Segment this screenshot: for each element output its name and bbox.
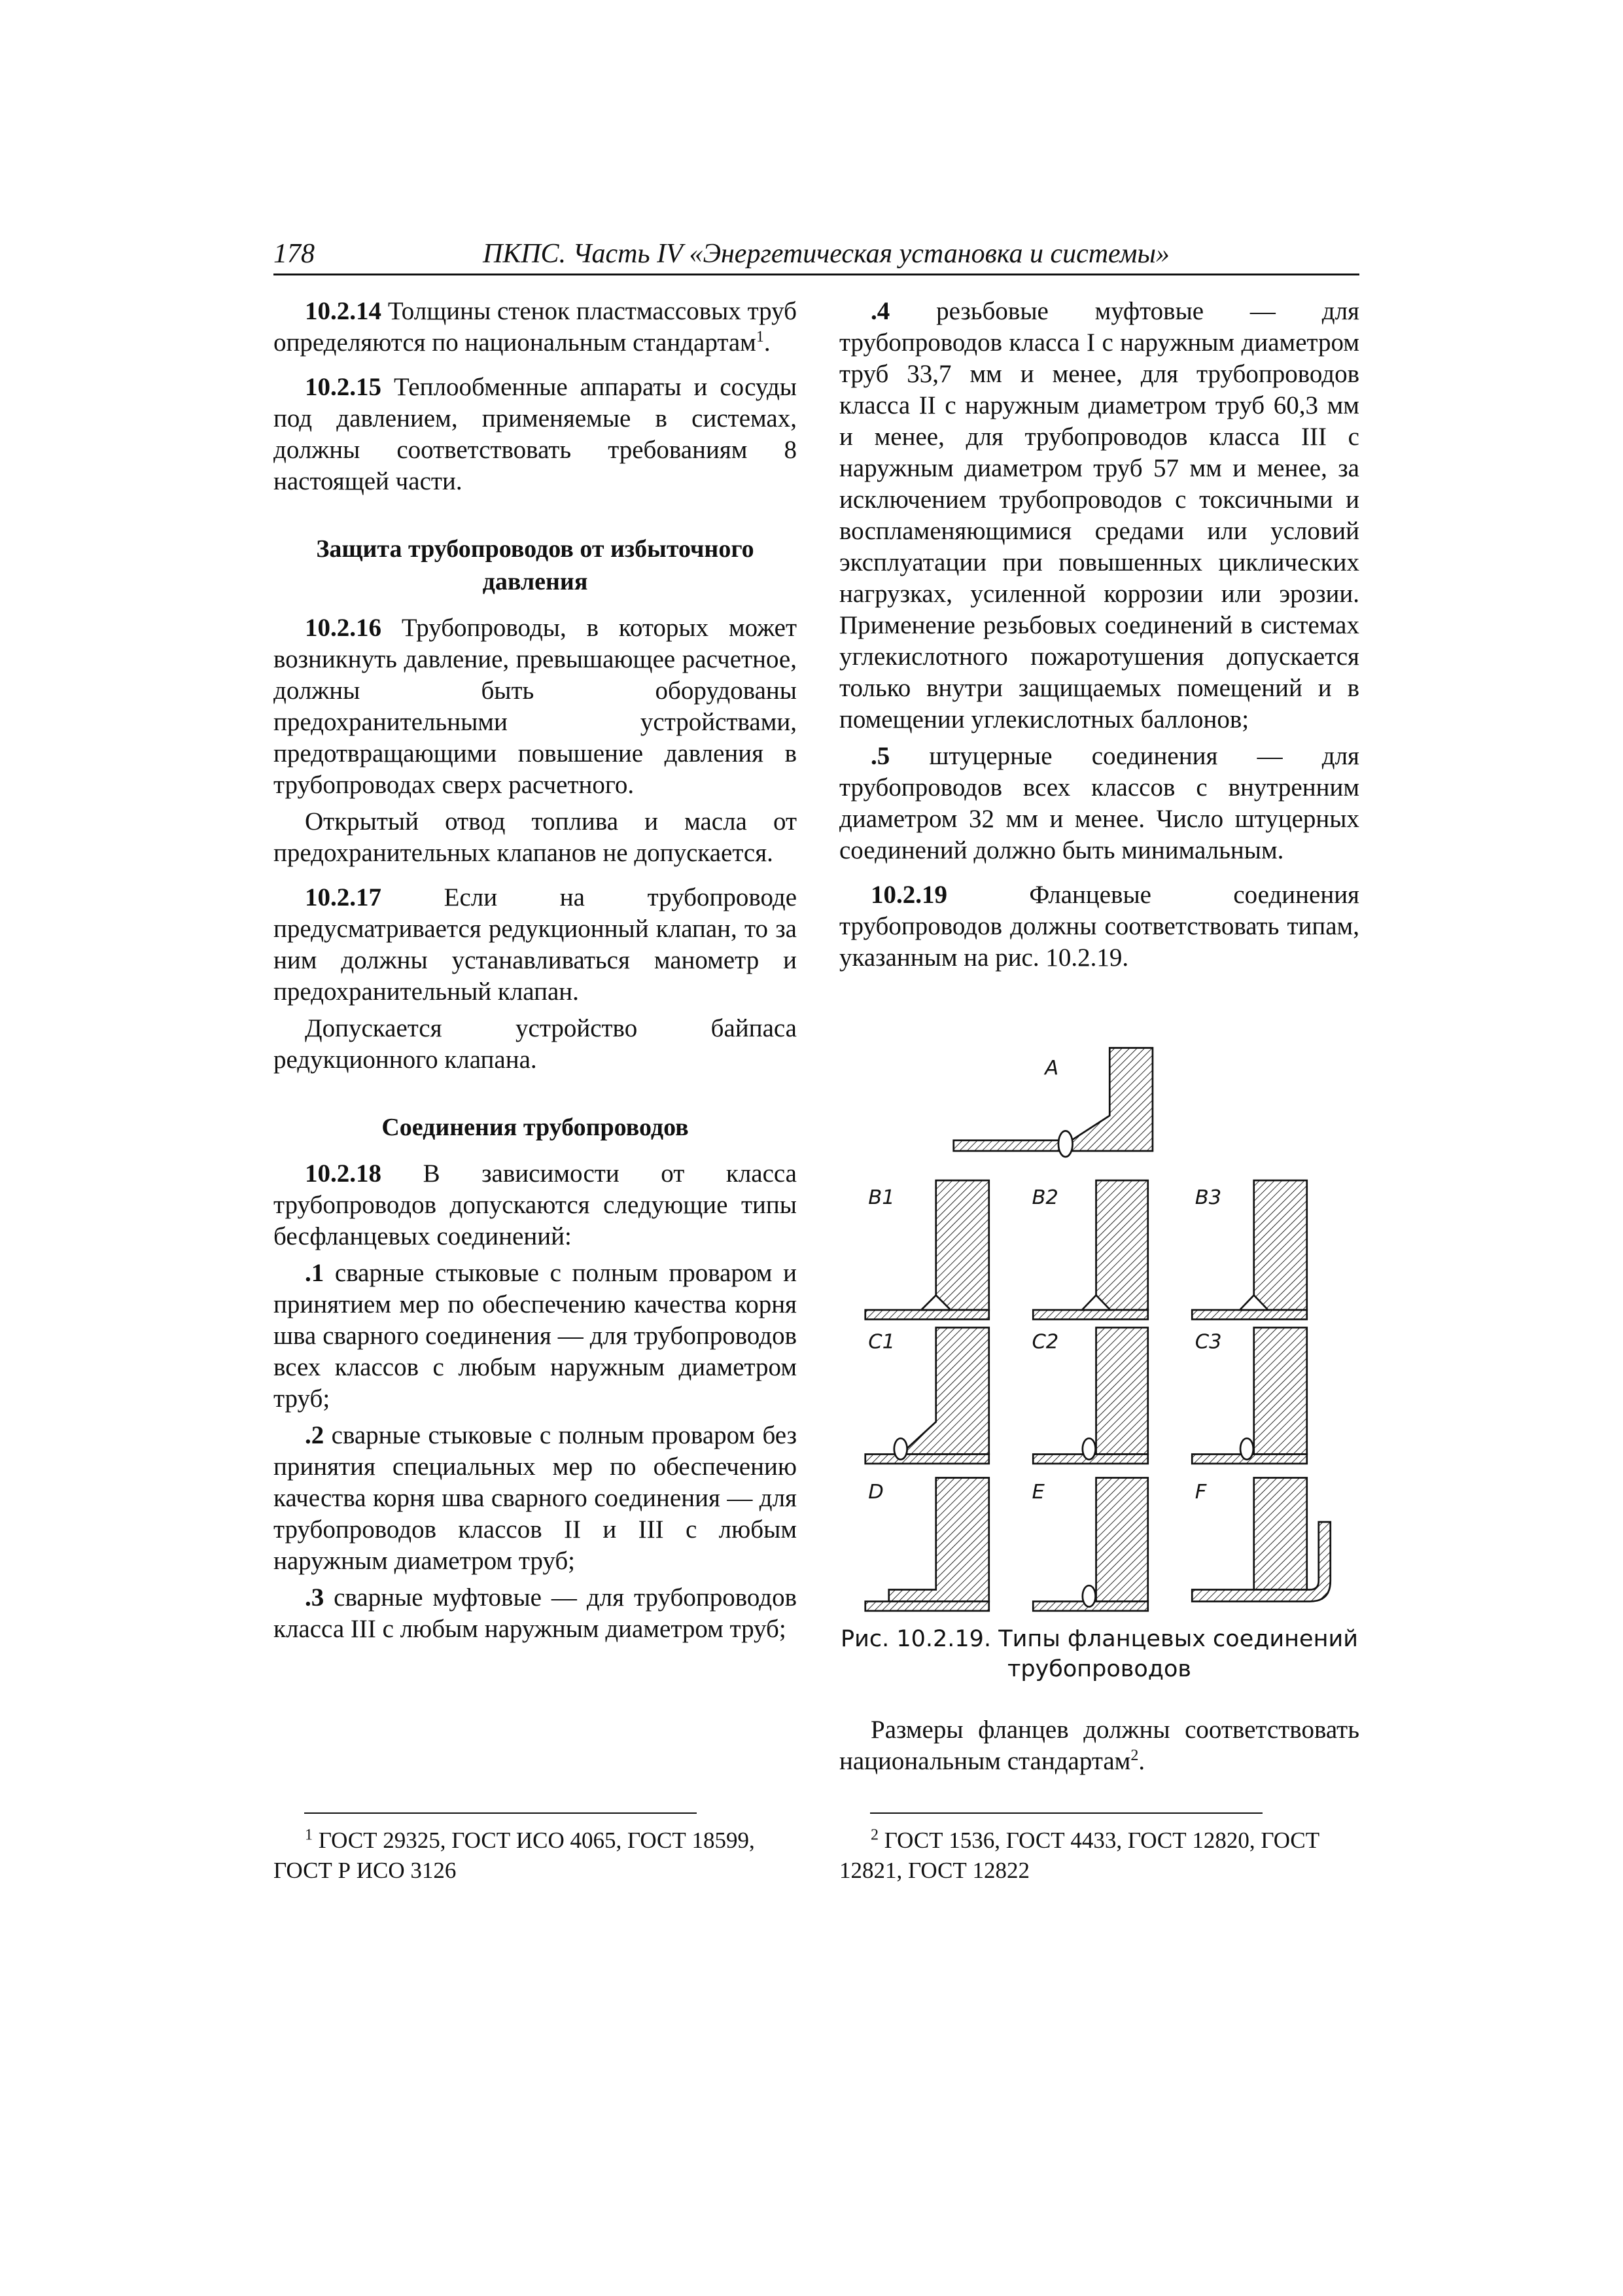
footnote-ref-2: 2: [1130, 1747, 1139, 1764]
label-e: E: [1032, 1481, 1045, 1504]
left-column: [273, 296, 797, 1650]
flange-diagram-d: [865, 1478, 989, 1611]
label-b3: B3: [1195, 1186, 1222, 1209]
label-b2: B2: [1032, 1186, 1058, 1209]
label-a: A: [1045, 1057, 1059, 1080]
para-10-2-15: 10.2.15 Теплообменные аппараты и сосуды под давлением, применяемые в системах, должны соответствовать требованиям 8 настоящей части.: [273, 373, 797, 495]
para-10-2-16: 10.2.16 Трубопроводы, в которых может возникнуть давление, превышающее расчетное, должны быть оборудованы предохранительными устройствами, предотвращающими повышение давления в трубопроводах сверх расчетного.: [273, 614, 797, 799]
flange-diagram-b1: [865, 1180, 989, 1319]
flange-diagram-e: [1032, 1478, 1147, 1611]
label-c3: C3: [1195, 1330, 1222, 1354]
footnote-ref-1: 1: [756, 328, 764, 345]
flange-diagram-b3: [1192, 1180, 1307, 1319]
label-b1: B1: [868, 1186, 895, 1209]
footnote-rule-left: [304, 1812, 697, 1814]
flange-diagram-c2: [1032, 1328, 1147, 1464]
list-item-4: .4 резьбовые муфтовые — для трубопроводов класса I с наружным диаметром труб 33,7 мм и менее, для трубопроводов класса II с наружным диаметром труб 60,3 мм и менее, для трубопроводов класса III с наружным диаметром труб 57 мм и менее, за исключением трубопроводов с токсичными и воспламеняющимися средами или условий эксплуатации при повышенных циклических нагрузках, усиленной коррозии или эрозии. Применение резьбовых соединений в системах углекислотного пожаротушения допускается только внутри защищаемых помещений и в помещении углекислотных баллонов;: [839, 297, 1359, 733]
para-10-2-17: 10.2.17 Если на трубопроводе предусматривается редукционный клапан, то за ним должны устанавливаться манометр и предохранительный клапан.: [273, 883, 797, 1006]
list-item-3: .3 сварные муфтовые — для трубопроводов класса III с любым наружным диаметром труб;: [273, 1583, 797, 1643]
list-item-5: .5 штуцерные соединения — для трубопроводов всех классов с внутренним диаметром 32 мм и менее. Число штуцерных соединений должно быть минимальным.: [839, 742, 1359, 864]
label-c2: C2: [1032, 1330, 1059, 1354]
section-heading-overpressure: Защита трубопроводов от избыточного давления: [316, 535, 754, 595]
footnote-rule-right: [870, 1812, 1263, 1814]
sizes-paragraph-wrap: [839, 1714, 1359, 1790]
right-column: [839, 296, 1359, 987]
running-header: [273, 236, 1359, 275]
para-flange-sizes: Размеры фланцев должны соответствовать национальным стандартам$^2$.: [839, 1716, 1359, 1775]
list-item-1: .1 сварные стыковые с полным проваром и принятием мер по обеспечению качества корня шва сварного соединения — для трубопроводов всех классов с любым наружным диаметром труб;: [273, 1259, 797, 1413]
page-number: 178: [273, 239, 315, 269]
footnote-1: $^1$ ГОСТ 29325, ГОСТ ИСО 4065, ГОСТ 18599, ГОСТ Р ИСО 3126: [273, 1826, 755, 1883]
label-c1: C1: [868, 1330, 896, 1354]
para-10-2-16-b: Открытый отвод топлива и масла от предохранительных клапанов не допускается.: [273, 807, 797, 867]
footnote-2: $^2$ ГОСТ 1536, ГОСТ 4433, ГОСТ 12820, ГОСТ 12821, ГОСТ 12822: [839, 1826, 1320, 1883]
label-d: D: [868, 1481, 884, 1504]
section-heading-connections: Соединения трубопроводов: [381, 1114, 689, 1141]
running-title: ПКПС. Часть IV «Энергетическая установка и системы»: [483, 239, 1170, 269]
list-item-2: .2 сварные стыковые с полным проваром без принятия специальных мер по обеспечению качества корня шва сварного соединения — для трубопроводов классов II и III с любым наружным диаметром труб;: [273, 1421, 797, 1575]
flange-diagram-c1: [865, 1328, 989, 1464]
para-10-2-18: 10.2.18 В зависимости от класса трубопроводов допускаются следующие типы бесфланцевых соединений:: [273, 1159, 797, 1250]
para-10-2-17-b: Допускается устройство байпаса редукционного клапана.: [273, 1014, 797, 1074]
flange-types-figure: [839, 1027, 1359, 1616]
figure-caption: Рис. 10.2.19. Типы фланцевых соединений трубопроводов: [841, 1626, 1358, 1682]
flange-diagram-a: [954, 1048, 1153, 1157]
label-f: F: [1195, 1481, 1207, 1504]
para-10-2-14: 10.2.14 Толщины стенок пластмассовых труб определяются по национальным стандартам$^1$.: [273, 297, 797, 357]
header-rule: [273, 274, 1359, 275]
para-10-2-19: 10.2.19 Фланцевые соединения трубопроводов должны соответствовать типам, указанным на рис. 10.2.19.: [839, 881, 1359, 972]
flange-diagram-b2: [1032, 1180, 1147, 1319]
flange-diagram-c3: [1192, 1328, 1307, 1464]
flange-diagram-f: [1192, 1478, 1331, 1602]
